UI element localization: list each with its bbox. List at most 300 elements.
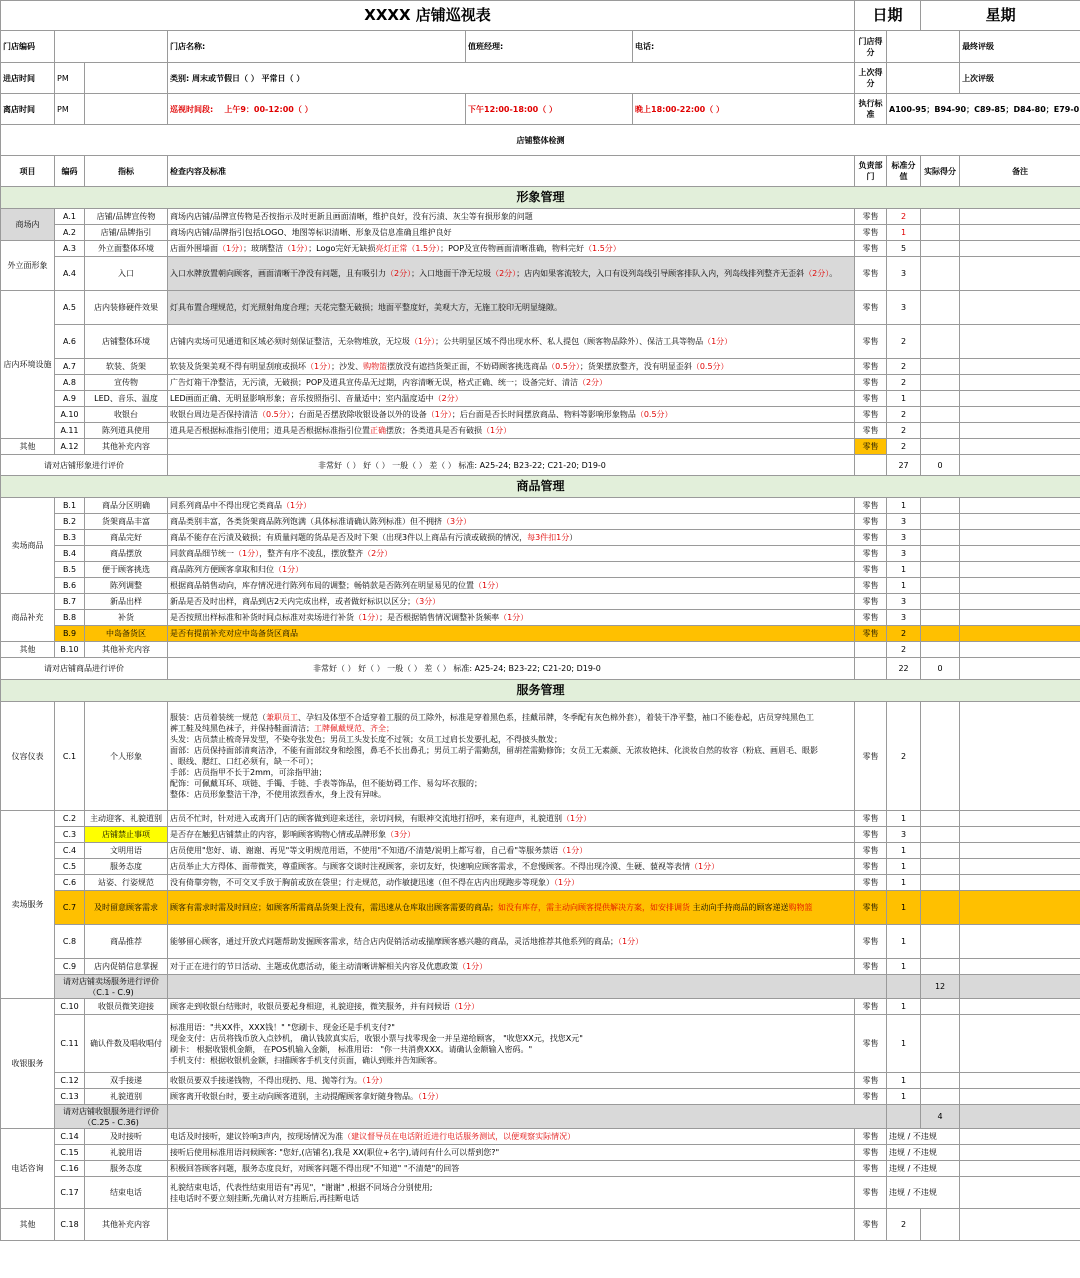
index-cell: 商品完好 xyxy=(85,530,168,546)
goods-total-actual: 0 xyxy=(921,658,960,680)
index-cell: 确认件数及唱收唱付 xyxy=(85,1015,168,1073)
col-dept: 负责部门 xyxy=(855,156,887,187)
code-cell: B.3 xyxy=(55,530,85,546)
content-cell: LED画面正确、无明显影响形象；音乐按照指引、音量适中；室内温度适中（2分） xyxy=(168,391,855,407)
actual-score-input[interactable] xyxy=(921,407,960,423)
content-cell: 店员不忙时，针对进入或离开门店的顾客做到迎来送往，亲切问候，有眼神交流地打招呼，来有迎声，礼貌道别（1分） xyxy=(168,811,855,827)
std-cell: 1 xyxy=(887,578,921,594)
violation-toggle[interactable]: 违规 / 不违规 xyxy=(887,1161,960,1177)
index-cell: 服务态度 xyxy=(85,859,168,875)
index-cell: 商品分区明确 xyxy=(85,498,168,514)
dept-cell: 零售 xyxy=(855,999,887,1015)
dept-cell: 零售 xyxy=(855,546,887,562)
remark-input[interactable] xyxy=(960,578,1080,594)
actual-score-input[interactable] xyxy=(921,225,960,241)
remark-input[interactable] xyxy=(960,391,1080,407)
index-cell: 店铺整体环境 xyxy=(85,325,168,359)
actual-score-input[interactable] xyxy=(921,1073,960,1089)
index-cell: 主动迎客、礼貌道别 xyxy=(85,811,168,827)
remark-input[interactable] xyxy=(960,891,1080,925)
std-cell: 1 xyxy=(887,875,921,891)
code-cell: C.2 xyxy=(55,811,85,827)
actual-score-input[interactable] xyxy=(921,891,960,925)
content-cell: 店面外围墙面（1分）；玻璃整洁（1分）；Logo完好无缺损亮灯正常（1.5分）；POP及宣传物画面清晰准确，物料完好（1.5分） xyxy=(168,241,855,257)
dept-cell: 零售 xyxy=(855,1015,887,1073)
actual-score-input[interactable] xyxy=(921,498,960,514)
actual-score-input[interactable] xyxy=(921,291,960,325)
std-cell: 1 xyxy=(887,999,921,1015)
index-cell: 商品推荐 xyxy=(85,925,168,959)
dept-cell: 零售 xyxy=(855,1161,887,1177)
dept-cell: 零售 xyxy=(855,225,887,241)
dept-cell: 零售 xyxy=(855,530,887,546)
col-actual: 实际得分 xyxy=(921,156,960,187)
date-label: 日期 xyxy=(855,1,921,31)
std-cell: 2 xyxy=(887,702,921,811)
actual-score-input[interactable] xyxy=(921,578,960,594)
actual-score-input[interactable] xyxy=(921,562,960,578)
content-cell: 服装：店员着装统一规范（兼职员工、孕妇及体型不合适穿着工服的员工除外，标准是穿着黑色系，挂戴吊牌，冬季配有灰色棉外套），着装干净平整，袖口不能卷起，店员穿纯黑色工 裤工鞋及纯黑色袜子，并保持鞋面清洁；工牌佩戴规范、齐全； 头发：店员禁止梳奇异发型，不染夸张发色；男员工头发长度不过领；女员工过肩长发要扎起，不得披头散发； 面部：店员保持面部清爽洁净，不能有面部纹身和绘图，鼻毛不长出鼻孔；男员工胡子需勤刮，留胡茬需勤修饰；女员工无素颜、无浓妆艳抹、化淡妆自然的妆容（粉底、画眉毛、眼影 、眼线、腮红、口红必须有，缺一不可）； 手部：店员指甲不长于2mm，可涂指甲油； 配饰：可佩戴耳环、项链、手镯、手链、手表等饰品，但不能妨碍工作、易勾坏衣服的； 整体：店员形象整洁干净，不使用浓烈香水，身上没有异味。 xyxy=(168,702,855,811)
sheet-title: XXXX 店铺巡视表 xyxy=(1,1,855,31)
content-cell: 能够留心顾客，通过开放式问题帮助发掘顾客需求，结合店内促销活动或揣摩顾客感兴趣的商品，灵活地推荐其他系列的商品；（1分） xyxy=(168,925,855,959)
std-cell: 2 xyxy=(887,209,921,225)
actual-score-input[interactable] xyxy=(921,702,960,811)
dept-cell: 零售 xyxy=(855,626,887,642)
remark-input[interactable] xyxy=(960,925,1080,959)
remark-input[interactable] xyxy=(960,1129,1080,1145)
category-field: 类别: 周末或节假日（ ） 平常日（ ） xyxy=(168,63,855,94)
remark-input[interactable] xyxy=(960,642,1080,658)
remark-input[interactable] xyxy=(960,610,1080,626)
code-cell: B.6 xyxy=(55,578,85,594)
index-cell: 便于顾客挑选 xyxy=(85,562,168,578)
remark-input[interactable] xyxy=(960,423,1080,439)
std-cell: 1 xyxy=(887,843,921,859)
code-cell: B.10 xyxy=(55,642,85,658)
code-cell: B.9 xyxy=(55,626,85,642)
actual-score-input[interactable] xyxy=(921,827,960,843)
dept-cell: 零售 xyxy=(855,610,887,626)
dept-cell: 零售 xyxy=(855,811,887,827)
remark-input[interactable] xyxy=(960,225,1080,241)
store-name-label: 门店名称: xyxy=(168,31,466,63)
dept-cell: 零售 xyxy=(855,291,887,325)
index-cell: 店内装修硬件效果 xyxy=(85,291,168,325)
code-cell: A.10 xyxy=(55,407,85,423)
content-cell: 接听后使用标准用语问候顾客: "您好,(店铺名),我是 XX(职位+名字),请问有什么可以帮到您?" xyxy=(168,1145,855,1161)
std-cell: 3 xyxy=(887,291,921,325)
actual-score-input[interactable] xyxy=(921,626,960,642)
index-cell: 外立面整体环境 xyxy=(85,241,168,257)
remark-input[interactable] xyxy=(960,530,1080,546)
std-cell: 2 xyxy=(887,325,921,359)
std-cell: 5 xyxy=(887,241,921,257)
content-cell: 同系列商品中不得出现它类商品（1分） xyxy=(168,498,855,514)
image-total-std: 27 xyxy=(887,455,921,476)
content-cell: 礼貌结束电话，代表性结束用语有"再见"，"谢谢" ,根据不同场合分别使用; 挂电话时不要立刻挂断,先确认对方挂断后,再挂断电话 xyxy=(168,1177,855,1209)
col-std: 标准分值 xyxy=(887,156,921,187)
remark-input[interactable] xyxy=(960,1177,1080,1209)
std-cell: 1 xyxy=(887,959,921,975)
group-phone: 电话咨询 xyxy=(1,1129,55,1209)
code-cell: C.12 xyxy=(55,1073,85,1089)
std-cell: 1 xyxy=(887,1073,921,1089)
content-cell: 积极回答顾客问题，服务态度良好，对顾客问题不得出现"不知道" "不清楚"的回答 xyxy=(168,1161,855,1177)
index-cell: 双手接递 xyxy=(85,1073,168,1089)
store-score-label: 门店得分 xyxy=(855,31,887,63)
leave-time-field[interactable] xyxy=(85,94,168,125)
code-cell: C.4 xyxy=(55,843,85,859)
group-store-in: 商场内 xyxy=(1,209,55,241)
std-cell: 1 xyxy=(887,498,921,514)
col-content: 检查内容及标准 xyxy=(168,156,855,187)
dept-cell: 零售 xyxy=(855,1089,887,1105)
dept-cell: 零售 xyxy=(855,209,887,225)
goods-total-std: 22 xyxy=(887,658,921,680)
dept-cell: 零售 xyxy=(855,925,887,959)
remark-input[interactable] xyxy=(960,562,1080,578)
final-grade-label: 最终评级 xyxy=(960,31,1080,63)
remark-input[interactable] xyxy=(960,875,1080,891)
goods-eval-options[interactable]: 非常好（ ） 好（ ） 一般（ ） 差（ ） 标准: A25-24; B23-22; C21-20; D19-0 xyxy=(168,658,855,680)
actual-score-input[interactable] xyxy=(921,642,960,658)
index-cell: 陈列调整 xyxy=(85,578,168,594)
code-cell: B.8 xyxy=(55,610,85,626)
code-cell: B.4 xyxy=(55,546,85,562)
content-cell: 是否按照出样标准和补货时间点标准对卖场进行补货（1分）；是否根据销售情况调整补货频率（1分） xyxy=(168,610,855,626)
content-cell: 商品类别丰富，各类货架商品陈列饱满（具体标准请确认陈列标准）但不拥挤（3分） xyxy=(168,514,855,530)
code-cell: B.7 xyxy=(55,594,85,610)
actual-score-input[interactable] xyxy=(921,875,960,891)
remark-input[interactable] xyxy=(960,594,1080,610)
col-code: 编码 xyxy=(55,156,85,187)
violation-toggle[interactable]: 违规 / 不违规 xyxy=(887,1177,960,1209)
std-cell: 3 xyxy=(887,594,921,610)
remark-input[interactable] xyxy=(960,1209,1080,1241)
actual-score-input[interactable] xyxy=(921,811,960,827)
code-cell: A.7 xyxy=(55,359,85,375)
actual-score-input[interactable] xyxy=(921,325,960,359)
content-input[interactable] xyxy=(168,642,855,658)
violation-toggle[interactable]: 违规 / 不违规 xyxy=(887,1129,960,1145)
std-cell: 2 xyxy=(887,1209,921,1241)
dept-cell: 零售 xyxy=(855,1145,887,1161)
std-cell: 1 xyxy=(887,859,921,875)
group-env: 店内环境设施 xyxy=(1,291,55,439)
actual-score-input[interactable] xyxy=(921,423,960,439)
index-cell: 文明用语 xyxy=(85,843,168,859)
section-goods-title: 商品管理 xyxy=(1,476,1080,498)
content-cell: 新品是否及时出样，商品到店2天内完成出样，或者做好标识以区分；（3分） xyxy=(168,594,855,610)
code-cell: A.12 xyxy=(55,439,85,455)
actual-score-input[interactable] xyxy=(921,1209,960,1241)
code-cell: C.10 xyxy=(55,999,85,1015)
actual-score-input[interactable] xyxy=(921,1015,960,1073)
index-cell: 其他补充内容 xyxy=(85,642,168,658)
code-cell: C.1 xyxy=(55,702,85,811)
index-cell: 服务态度 xyxy=(85,1161,168,1177)
content-cell: 没有倚靠旁物，不可交叉手放于胸前或放在袋里；行走规范，动作敏捷迅速（但不得在店内出现跑步等现象）（1分） xyxy=(168,875,855,891)
content-cell: 标准用语："共XX件，XXX钱！" "您刷卡、现金还是手机支付?" 现金支付：店员将钱币放入点钞机， 确认钱款真实后，收银小票与找零现金一并呈递给顾客， "收您XX元，找您X元" 刷卡： 根据收银机金额， 在POS机输入金额， 标准用语： "你一共消费XXX。请确认金额输入密码。" 手机支付：根据收银机金额，扫描顾客手机支付页面，确认到账并告知顾客。 xyxy=(168,1015,855,1073)
dept-cell: 零售 xyxy=(855,241,887,257)
index-cell: 软装、货架 xyxy=(85,359,168,375)
group-other: 其他 xyxy=(1,1209,55,1241)
actual-score-input[interactable] xyxy=(921,610,960,626)
remark-input[interactable] xyxy=(960,959,1080,975)
index-cell: 个人形象 xyxy=(85,702,168,811)
dept-cell: 零售 xyxy=(855,875,887,891)
last-score-field[interactable] xyxy=(887,63,960,94)
code-cell: B.5 xyxy=(55,562,85,578)
actual-score-input[interactable] xyxy=(921,530,960,546)
code-cell: C.8 xyxy=(55,925,85,959)
actual-score-input[interactable] xyxy=(921,391,960,407)
std-cell: 1 xyxy=(887,811,921,827)
dept-cell: 零售 xyxy=(855,498,887,514)
patrol-period: 巡视时间段: 上午9：00-12:00（ ） xyxy=(168,94,466,125)
arrive-time-field[interactable] xyxy=(85,63,168,94)
violation-toggle[interactable]: 违规 / 不违规 xyxy=(887,1145,960,1161)
index-cell: 中岛备货区 xyxy=(85,626,168,642)
dept-cell: 零售 xyxy=(855,827,887,843)
actual-score-input[interactable] xyxy=(921,959,960,975)
content-cell: 收银员要双手接递钱物，不得出现扔、甩、抛等行为。（1分） xyxy=(168,1073,855,1089)
std-cell: 3 xyxy=(887,546,921,562)
patrol-afternoon: 下午12:00-18:00（ ） xyxy=(466,94,633,125)
code-cell: C.14 xyxy=(55,1129,85,1145)
actual-score-input[interactable] xyxy=(921,1089,960,1105)
content-input[interactable] xyxy=(168,439,855,455)
code-cell: A.8 xyxy=(55,375,85,391)
cashier-eval-label: 请对店铺收银服务进行评价 （C.25 - C.36) xyxy=(55,1105,168,1129)
index-cell: 收银台 xyxy=(85,407,168,423)
remark-input[interactable] xyxy=(960,1145,1080,1161)
store-code-label: 门店编码 xyxy=(1,31,55,63)
content-cell: 软装及货架美观不得有明显刮痕或损坏（1分）；沙发、购物篮摆放没有遮挡货架正面，不妨碍顾客挑选商品（0.5分）；货架摆放整齐，没有明显歪斜（0.5分） xyxy=(168,359,855,375)
remark-input[interactable] xyxy=(960,257,1080,291)
std-cell: 1 xyxy=(887,1089,921,1105)
actual-score-input[interactable] xyxy=(921,594,960,610)
remark-input[interactable] xyxy=(960,1161,1080,1177)
code-cell: C.7 xyxy=(55,891,85,925)
arrive-pm: PM xyxy=(55,63,85,94)
content-cell: 顾客有需求时需及时回应；如顾客所需商品货架上没有，需迅速从仓库取出顾客需要的商品；如没有库存，需主动向顾客提供解决方案，如安排调货 主动向手持商品的顾客递送购物篮 xyxy=(168,891,855,925)
dept-cell: 零售 xyxy=(855,859,887,875)
group-floor-goods: 卖场商品 xyxy=(1,498,55,594)
std-cell: 1 xyxy=(887,225,921,241)
index-cell: 陈列道具使用 xyxy=(85,423,168,439)
content-input[interactable] xyxy=(168,1209,855,1241)
remark-input[interactable] xyxy=(960,1089,1080,1105)
std-cell: 1 xyxy=(887,562,921,578)
group-facade: 外立面形象 xyxy=(1,241,55,291)
std-cell: 1 xyxy=(887,1015,921,1073)
image-total-actual: 0 xyxy=(921,455,960,476)
index-cell: 补货 xyxy=(85,610,168,626)
code-cell: C.5 xyxy=(55,859,85,875)
remark-input[interactable] xyxy=(960,498,1080,514)
remark-input[interactable] xyxy=(960,702,1080,811)
group-other: 其他 xyxy=(1,439,55,455)
store-code-field[interactable] xyxy=(55,31,168,63)
actual-score-input[interactable] xyxy=(921,843,960,859)
remark-input[interactable] xyxy=(960,1015,1080,1073)
patrol-evening: 晚上18:00-22:00（ ） xyxy=(633,94,855,125)
dept-cell: 零售 xyxy=(855,891,887,925)
index-cell: 站姿、行姿规范 xyxy=(85,875,168,891)
remark-input[interactable] xyxy=(960,546,1080,562)
remark-input[interactable] xyxy=(960,999,1080,1015)
actual-score-input[interactable] xyxy=(921,209,960,225)
dept-cell: 零售 xyxy=(855,1177,887,1209)
remark-input[interactable] xyxy=(960,359,1080,375)
remark-input[interactable] xyxy=(960,626,1080,642)
actual-score-input[interactable] xyxy=(921,257,960,291)
code-cell: C.18 xyxy=(55,1209,85,1241)
content-cell: 入口水牌放置朝向顾客，画面清晰干净没有问题，且有吸引力（2分）；入口地面干净无垃圾（2分）；店内如果客流较大，入口有设列岛线引导顾客排队入内，列岛线排列整齐无歪斜（2分）。 xyxy=(168,257,855,291)
std-cell: 3 xyxy=(887,827,921,843)
group-other: 其他 xyxy=(1,642,55,658)
std-cell: 2 xyxy=(887,423,921,439)
actual-score-input[interactable] xyxy=(921,546,960,562)
dept-cell: 零售 xyxy=(855,1129,887,1145)
code-cell: A.6 xyxy=(55,325,85,359)
manager-label: 值班经理: xyxy=(466,31,633,63)
dept-cell: 零售 xyxy=(855,1073,887,1089)
remark-input[interactable] xyxy=(960,439,1080,455)
index-cell: 收银员微笑迎接 xyxy=(85,999,168,1015)
remark-input[interactable] xyxy=(960,827,1080,843)
actual-score-input[interactable] xyxy=(921,925,960,959)
std-cell: 3 xyxy=(887,514,921,530)
index-cell: 其他补充内容 xyxy=(85,439,168,455)
dept-cell: 零售 xyxy=(855,359,887,375)
std-cell: 2 xyxy=(887,359,921,375)
content-cell: 商品陈列方便顾客拿取和归位（1分） xyxy=(168,562,855,578)
remark-input[interactable] xyxy=(960,241,1080,257)
remark-input[interactable] xyxy=(960,407,1080,423)
content-cell: 顾客离开收银台时，要主动向顾客道别，主动提醒顾客拿好随身物品。（1分） xyxy=(168,1089,855,1105)
dept-cell: 零售 xyxy=(855,439,887,455)
remark-input[interactable] xyxy=(960,843,1080,859)
floor-total-std: 12 xyxy=(921,975,960,999)
index-cell: 商品摆放 xyxy=(85,546,168,562)
std-cell: 3 xyxy=(887,530,921,546)
code-cell: C.6 xyxy=(55,875,85,891)
remark-input[interactable] xyxy=(960,1073,1080,1089)
dept-cell: 零售 xyxy=(855,391,887,407)
index-cell: 礼貌用语 xyxy=(85,1145,168,1161)
actual-score-input[interactable] xyxy=(921,439,960,455)
code-cell: B.1 xyxy=(55,498,85,514)
code-cell: A.1 xyxy=(55,209,85,225)
content-cell: 店铺内卖场可见通道和区域必须时刻保证整洁，无杂物堆放，无垃圾（1分）；公共明显区域不得出现水杯、私人提包（顾客物品除外）、保洁工具等物品（1分） xyxy=(168,325,855,359)
index-cell: 其他补充内容 xyxy=(85,1209,168,1241)
actual-score-input[interactable] xyxy=(921,241,960,257)
dept-cell: 零售 xyxy=(855,578,887,594)
content-cell: 是否有提前补充对应中岛备货区商品 xyxy=(168,626,855,642)
std-cell: 1 xyxy=(887,925,921,959)
remark-input[interactable] xyxy=(960,859,1080,875)
code-cell: A.9 xyxy=(55,391,85,407)
index-cell: LED、音乐、温度 xyxy=(85,391,168,407)
remark-input[interactable] xyxy=(960,811,1080,827)
content-cell: 商场内店铺/品牌宣传物是否按指示及时更新且画面清晰，维护良好，没有污渍、灰尘等有损形象的问题 xyxy=(168,209,855,225)
std-cell: 2 xyxy=(887,642,921,658)
leave-time-label: 离店时间 xyxy=(1,94,55,125)
index-cell: 店铺禁止事项 xyxy=(85,827,168,843)
code-cell: C.13 xyxy=(55,1089,85,1105)
actual-score-input[interactable] xyxy=(921,514,960,530)
code-cell: A.2 xyxy=(55,225,85,241)
goods-eval-label: 请对店铺商品进行评价 xyxy=(1,658,168,680)
content-cell: 商场内店铺/品牌指引包括LOGO、地图等标识清晰、形象及信息准确且维护良好 xyxy=(168,225,855,241)
last-score-label: 上次得分 xyxy=(855,63,887,94)
dept-cell: 零售 xyxy=(855,407,887,423)
content-cell: 店员举止大方得体、面带微笑，尊重顾客。与顾客交谈时注视顾客，亲切友好，快速响应顾客需求，不怠慢顾客。不得出现冷漠、生硬、藐视等表情（1分） xyxy=(168,859,855,875)
index-cell: 及时留意顾客需求 xyxy=(85,891,168,925)
actual-score-input[interactable] xyxy=(921,859,960,875)
remark-input[interactable] xyxy=(960,514,1080,530)
code-cell: B.2 xyxy=(55,514,85,530)
dept-cell: 零售 xyxy=(855,594,887,610)
actual-score-input[interactable] xyxy=(921,375,960,391)
remark-input[interactable] xyxy=(960,209,1080,225)
arrive-time-label: 进店时间 xyxy=(1,63,55,94)
dept-cell: 零售 xyxy=(855,1209,887,1241)
code-cell: C.17 xyxy=(55,1177,85,1209)
group-restock: 商品补充 xyxy=(1,594,55,642)
col-remark: 备注 xyxy=(960,156,1080,187)
code-cell: C.11 xyxy=(55,1015,85,1073)
store-score-field[interactable] xyxy=(887,31,960,63)
dept-cell: 零售 xyxy=(855,423,887,439)
content-cell: 是否存在触犯店铺禁止的内容，影响顾客购物心情或品牌形象（3分） xyxy=(168,827,855,843)
code-cell: C.3 xyxy=(55,827,85,843)
remark-input[interactable] xyxy=(960,325,1080,359)
index-cell: 宣传物 xyxy=(85,375,168,391)
dept-cell: 零售 xyxy=(855,959,887,975)
std-cell: 1 xyxy=(887,891,921,925)
dept-cell: 零售 xyxy=(855,702,887,811)
dept-cell: 零售 xyxy=(855,257,887,291)
index-cell: 结束电话 xyxy=(85,1177,168,1209)
code-cell: A.11 xyxy=(55,423,85,439)
std-cell: 1 xyxy=(887,391,921,407)
image-eval-options[interactable]: 非常好（ ） 好（ ） 一般（ ） 差（ ） 标准: A25-24; B23-22; C21-20; D19-0 xyxy=(168,455,855,476)
dept-cell: 零售 xyxy=(855,843,887,859)
overall-check-title: 店铺整体检测 xyxy=(1,125,1080,156)
group-cashier: 收银服务 xyxy=(1,999,55,1129)
remark-input[interactable] xyxy=(960,375,1080,391)
remark-input[interactable] xyxy=(960,291,1080,325)
code-cell: A.4 xyxy=(55,257,85,291)
std-cell: 3 xyxy=(887,257,921,291)
index-cell: 礼貌道别 xyxy=(85,1089,168,1105)
content-cell: 商品不能存在污渍及破损；有质量问题的货品是否及时下架（出现3件以上商品有污渍或破损的情况，每3件扣1分） xyxy=(168,530,855,546)
actual-score-input[interactable] xyxy=(921,999,960,1015)
cashier-total-std: 4 xyxy=(921,1105,960,1129)
actual-score-input[interactable] xyxy=(921,359,960,375)
index-cell: 店铺/品牌指引 xyxy=(85,225,168,241)
index-cell: 及时接听 xyxy=(85,1129,168,1145)
code-cell: C.15 xyxy=(55,1145,85,1161)
leave-pm: PM xyxy=(55,94,85,125)
content-cell: 道具是否根据标准指引使用；道具是否根据标准指引位置正确摆放；各类道具是否有破损（1分） xyxy=(168,423,855,439)
index-cell: 店铺/品牌宣传物 xyxy=(85,209,168,225)
std-cell: 2 xyxy=(887,375,921,391)
floor-eval-label: 请对店铺卖场服务进行评价 （C.1 - C.9) xyxy=(55,975,168,999)
